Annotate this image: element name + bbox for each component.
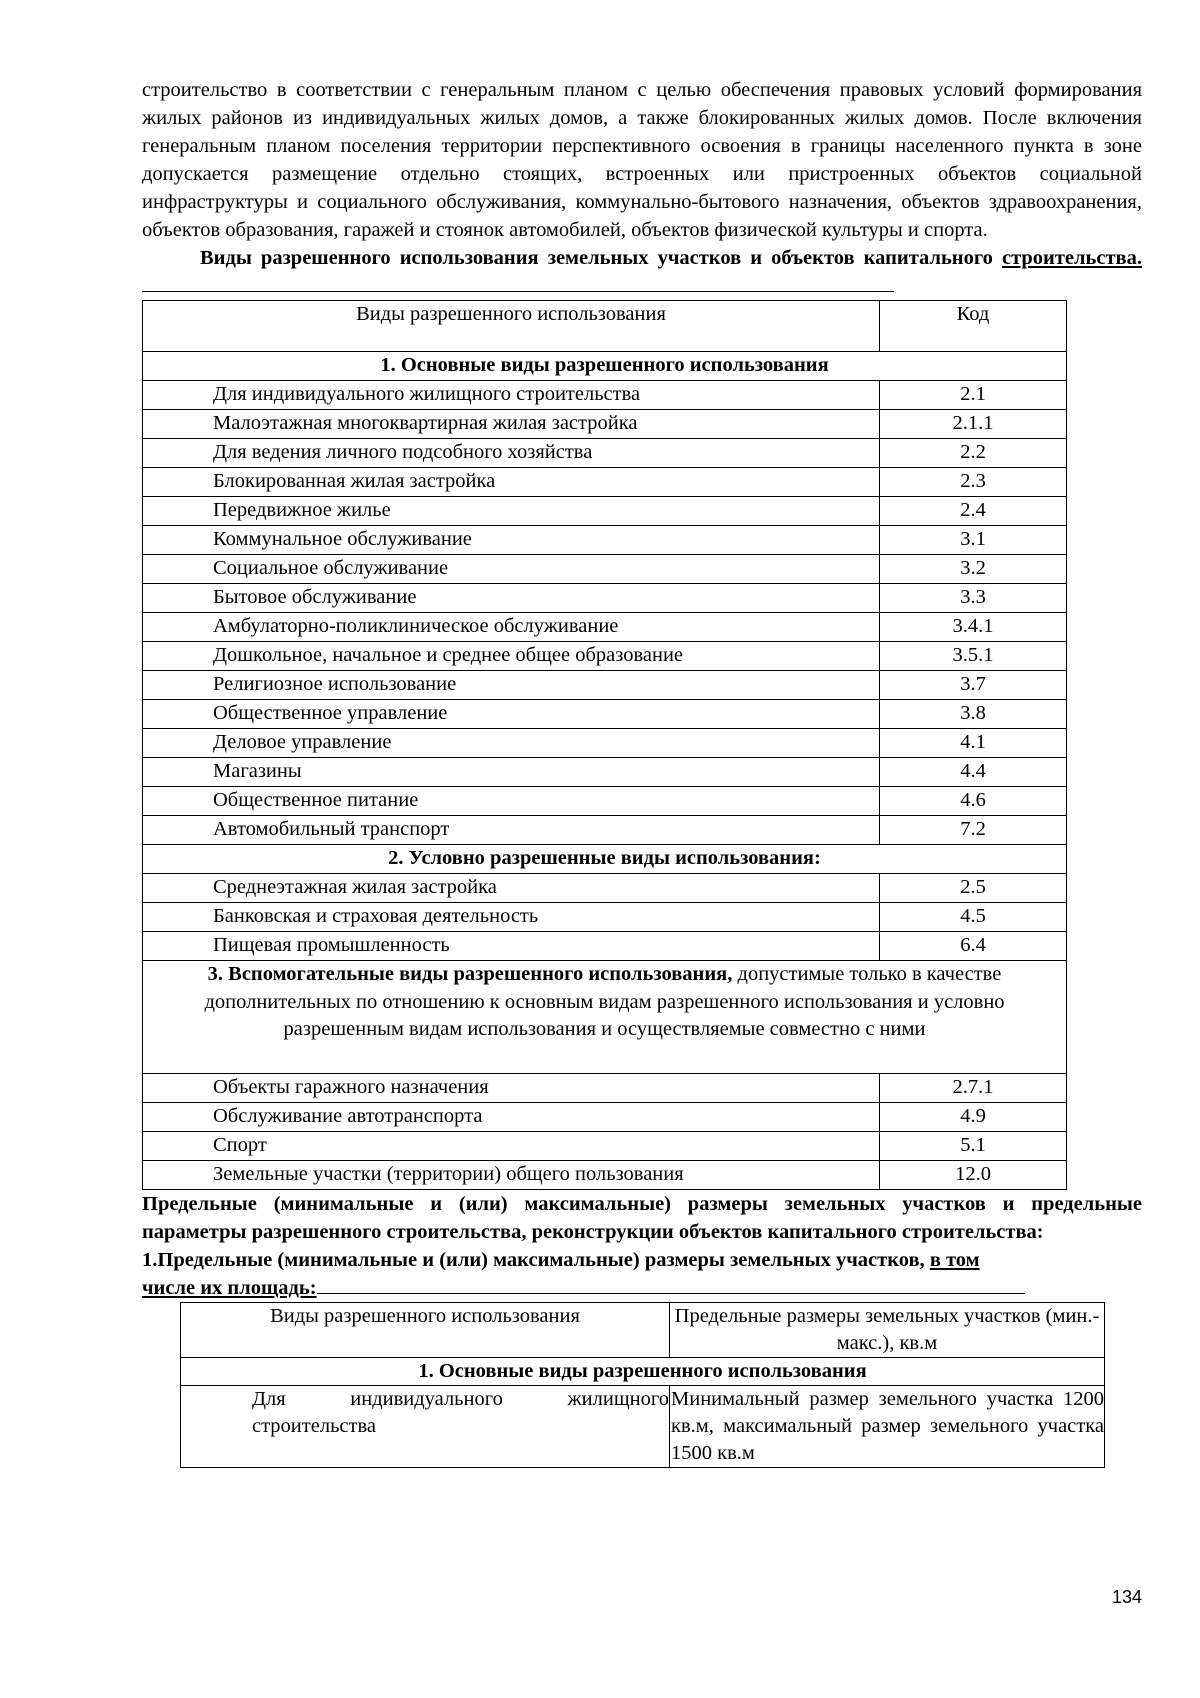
table-row: [143, 903, 1067, 932]
table-row: [143, 497, 1067, 526]
use-code: 3.3: [880, 584, 1067, 613]
page-content: [142, 76, 1142, 1468]
intro-paragraph: строительство в соответствии с генеральным планом с целью обеспечения правовых условий формирования жилых районов из индивидуальных жилых домов, а также блокированных жилых домов. После включения генеральным планом поселения территории перспективного освоения в границы населенного пункта в зоне допускается размещение отдельно стоящих, встроенных или пристроенных объектов социальной инфраструктуры и социального обслуживания, коммунально-бытового назначения, объектов здравоохранения, объектов образования, гаражей и стоянок автомобилей, объектов физической культуры и спорта.: [142, 79, 1142, 241]
use-code: 3.4.1: [880, 613, 1067, 642]
section2-title: 2. Условно разрешенные виды использования:: [143, 845, 1067, 874]
section-row: [181, 1358, 1105, 1386]
header-code: Код: [880, 301, 1067, 352]
heading-uses-main: Виды разрешенного использования земельных участков и объектов капитального: [200, 247, 993, 269]
table-row: [143, 642, 1067, 671]
section-heading-uses: [142, 244, 1142, 300]
table-row: [143, 1103, 1067, 1132]
section-row: [143, 961, 1067, 1074]
header-limits: Предельные размеры земельных участков (мин.-макс.), кв.м: [670, 1303, 1105, 1358]
table-row: [181, 1386, 1105, 1468]
table-row: [143, 468, 1067, 497]
use-code: 4.6: [880, 787, 1067, 816]
table-row: [143, 758, 1067, 787]
use-name: Магазины: [143, 758, 880, 787]
use-name: Амбулаторно-поликлиническое обслуживание: [143, 613, 880, 642]
size-limits: Минимальный размер земельного участка 1200 кв.м, максимальный размер земельного участка 1500 кв.м: [670, 1386, 1105, 1468]
use-code: 2.1: [880, 381, 1067, 410]
table-row: [143, 729, 1067, 758]
use-code: 4.4: [880, 758, 1067, 787]
use-name: Социальное обслуживание: [143, 555, 880, 584]
table-row: [143, 555, 1067, 584]
use-code: 3.2: [880, 555, 1067, 584]
sizes-heading-main: 1.Предельные (минимальные и (или) максимальные) размеры земельных участков,: [142, 1249, 930, 1271]
use-name: Спорт: [143, 1132, 880, 1161]
use-name: Общественное управление: [143, 700, 880, 729]
use-name: [181, 1386, 670, 1468]
use-code: 2.7.1: [880, 1074, 1067, 1103]
use-name: Земельные участки (территории) общего пользования: [143, 1161, 880, 1190]
uses-table-header: [143, 301, 1067, 352]
use-name: Малоэтажная многоквартирная жилая застройка: [143, 410, 880, 439]
table-row: [143, 1161, 1067, 1190]
use-code: 2.1.1: [880, 410, 1067, 439]
use-name: Среднеэтажная жилая застройка: [143, 874, 880, 903]
use-code: 2.3: [880, 468, 1067, 497]
use-name: Блокированная жилая застройка: [143, 468, 880, 497]
section3-title: [143, 961, 1067, 1074]
sizes-table-header: [181, 1303, 1105, 1358]
heading-rule: [317, 1292, 1025, 1294]
use-code: 2.2: [880, 439, 1067, 468]
section1-title: 1. Основные виды разрешенного использования: [143, 352, 1067, 381]
table-row: [143, 700, 1067, 729]
limits-heading: Предельные (минимальные и (или) максимальные) размеры земельных участков и предельные параметры разрешенного строительства, реконструкции объектов капитального строительства:: [142, 1193, 1142, 1243]
sizes-table: [180, 1302, 1105, 1468]
table-row: [143, 816, 1067, 845]
use-code: 3.7: [880, 671, 1067, 700]
table-row: [143, 439, 1067, 468]
use-name: Для ведения личного подсобного хозяйства: [143, 439, 880, 468]
section-row: [143, 845, 1067, 874]
use-code: 3.5.1: [880, 642, 1067, 671]
use-name-text: Для индивидуального жилищного строительства: [252, 1388, 669, 1437]
section-row: [143, 352, 1067, 381]
use-code: 2.5: [880, 874, 1067, 903]
section3-rest: допустимые только в качестве дополнительных по отношению к основным видам разрешенного использования и условно разрешенным видам использования и осуществляемые совместно с ними: [204, 963, 1005, 1040]
table-row: [143, 381, 1067, 410]
use-name: Бытовое обслуживание: [143, 584, 880, 613]
sizes-heading-underlined: в том: [929, 1249, 980, 1271]
use-code: 12.0: [880, 1161, 1067, 1190]
use-name: Пищевая промышленность: [143, 932, 880, 961]
table-row: [143, 787, 1067, 816]
use-name: Для индивидуального жилищного строительства: [143, 381, 880, 410]
header-name: Виды разрешенного использования: [143, 301, 880, 352]
use-name: Обслуживание автотранспорта: [143, 1103, 880, 1132]
use-code: 4.9: [880, 1103, 1067, 1132]
conditional-uses-rows: [143, 874, 1067, 961]
table-row: [143, 410, 1067, 439]
use-name: Коммунальное обслуживание: [143, 526, 880, 555]
use-code: 6.4: [880, 932, 1067, 961]
sizes-section1-title: 1. Основные виды разрешенного использования: [181, 1358, 1105, 1386]
use-name: Объекты гаражного назначения: [143, 1074, 880, 1103]
table-row: [143, 874, 1067, 903]
sizes-rows: [181, 1386, 1105, 1468]
use-name: Религиозное использование: [143, 671, 880, 700]
use-code: 3.1: [880, 526, 1067, 555]
auxiliary-uses-rows: [143, 1074, 1067, 1190]
table-row: [143, 613, 1067, 642]
use-code: 7.2: [880, 816, 1067, 845]
table-row: [143, 932, 1067, 961]
basic-uses-rows: [143, 381, 1067, 845]
table-row: [143, 584, 1067, 613]
use-name: Общественное питание: [143, 787, 880, 816]
table-row: [143, 1132, 1067, 1161]
uses-table: [142, 300, 1067, 1190]
use-name: Автомобильный транспорт: [143, 816, 880, 845]
table-row: [143, 671, 1067, 700]
header-name: Виды разрешенного использования: [181, 1303, 670, 1358]
use-name: Банковская и страховая деятельность: [143, 903, 880, 932]
use-code: 2.4: [880, 497, 1067, 526]
use-name: Передвижное жилье: [143, 497, 880, 526]
section3-bold: 3. Вспомогательные виды разрешенного использования,: [207, 963, 733, 985]
heading-uses-tail: строительства.: [1001, 247, 1142, 269]
use-code: 3.8: [880, 700, 1067, 729]
table-row: [143, 1074, 1067, 1103]
sizes-heading-tail: числе их площадь:: [142, 1277, 317, 1299]
use-code: 4.5: [880, 903, 1067, 932]
use-code: 4.1: [880, 729, 1067, 758]
use-name: Дошкольное, начальное и среднее общее образование: [143, 642, 880, 671]
sizes-heading: [142, 1246, 1142, 1302]
table-row: [143, 526, 1067, 555]
use-code: 5.1: [880, 1132, 1067, 1161]
page-number: 134: [1111, 1587, 1142, 1607]
heading-rule: [142, 290, 894, 292]
use-name: Деловое управление: [143, 729, 880, 758]
